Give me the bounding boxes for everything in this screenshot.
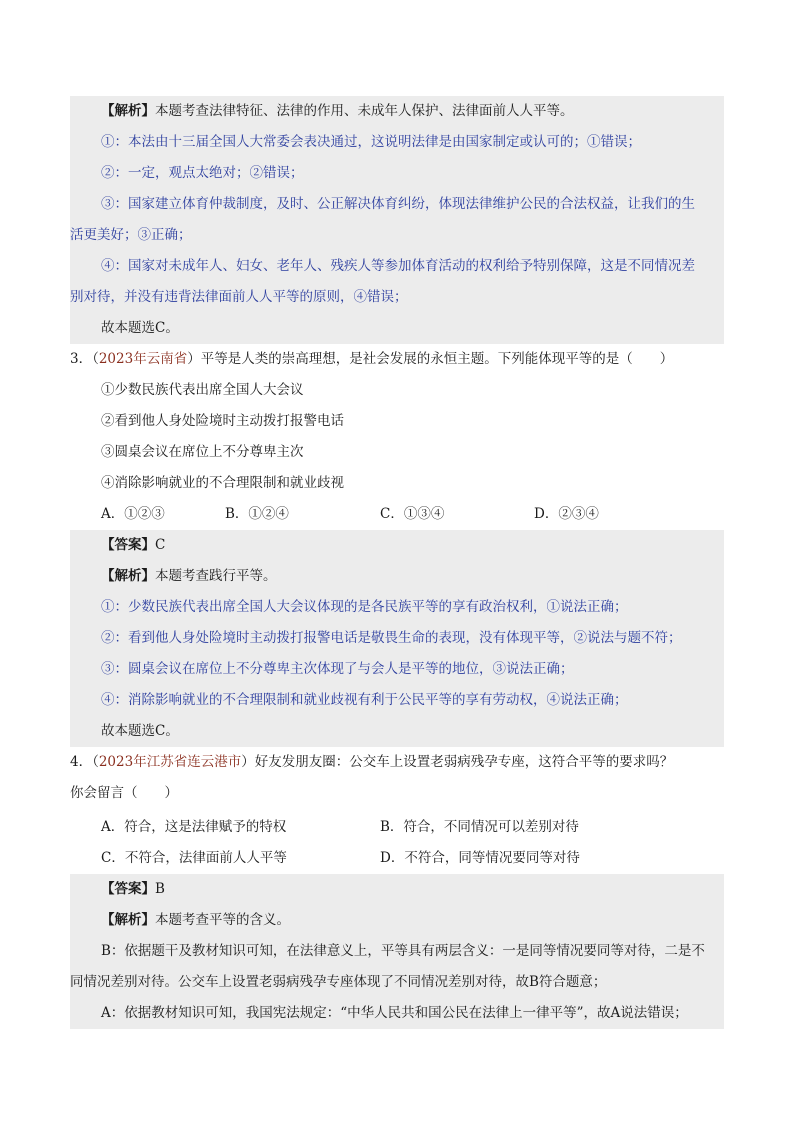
q3-item-2: ②看到他人身处险境时主动拨打报警电话: [101, 413, 344, 429]
q2-analysis-point-3a: ③：国家建立体育仲裁制度，及时、公正解决体育纠纷，体现法律维护公民的合法权益，让我们的生: [70, 189, 724, 220]
q3-stem-text: ）平等是人类的崇高理想，是社会发展的永恒主题。下列能体现平等的是（ ）: [187, 351, 674, 367]
q3-source: 2023年云南省: [98, 351, 188, 367]
q3-item-1: ①少数民族代表出席全国人大会议: [101, 382, 304, 398]
q3-analysis-point-2: ②：看到他人身处险境时主动拨打报警电话是敬畏生命的表现，没有体现平等，②说法与题不符；: [70, 623, 724, 654]
q2-analysis-point-1: ①：本法由十三届全国人大常委会表决通过，这说明法律是由国家制定或认可的；①错误；: [70, 127, 724, 158]
answer-value: C: [155, 537, 166, 553]
q4-option-a: A．符合，这是法律赋予的特权: [101, 819, 287, 835]
q4-analysis-point-b1: B：依据题干及教材知识可知，在法律意义上，平等具有两层含义：一是同等情况要同等对待，二是不: [70, 936, 724, 967]
q3-option-b: B．①②④: [225, 506, 289, 522]
q4-option-b: B．符合，不同情况可以差别对待: [380, 819, 579, 835]
q4-option-d: D．不符合，同等情况要同等对待: [380, 850, 580, 866]
q2-analysis-point-2: ②：一定，观点太绝对；②错误；: [70, 158, 724, 189]
q3-options: [70, 499, 724, 530]
answer-label: 【答案】: [101, 537, 155, 553]
q2-conclusion: 故本题选C。: [70, 313, 724, 344]
q3-answer: [70, 530, 724, 561]
q3-number: 3．（: [70, 351, 99, 367]
q3-option-d: D．②③④: [534, 506, 599, 522]
q4-analysis-point-b2: 同情况差别对待。公交车上设置老弱病残孕专座体现了不同情况差别对待，故B符合题意；: [70, 967, 724, 998]
analysis-label: 【解析】: [101, 103, 155, 119]
q4-analysis-point-a: A：依据教材知识可知，我国宪法规定：“中华人民共和国公民在法律上一律平等”，故A说法错误；: [70, 998, 724, 1029]
answer-value: B: [155, 881, 165, 897]
answer-label: 【答案】: [101, 881, 155, 897]
q3-analysis-point-1: ①：少数民族代表出席全国人大会议体现的是各民族平等的享有政治权利，①说法正确；: [70, 592, 724, 623]
analysis-label: 【解析】: [101, 912, 155, 928]
q3-option-c: C．①③④: [380, 506, 445, 522]
analysis-text: 本题考查法律特征、法律的作用、未成年人保护、法律面前人人平等。: [155, 103, 574, 119]
q4-options-row-2: [70, 843, 724, 874]
q2-analysis-line: [70, 96, 724, 127]
q3-analysis-point-4: ④：消除影响就业的不合理限制和就业歧视有利于公民平等的享有劳动权，④说法正确；: [70, 685, 724, 716]
q4-stem-text: ）好友发朋友圈：公交车上设置老弱病残孕专座，这符合平等的要求吗？: [241, 754, 674, 770]
q3-analysis: [70, 561, 724, 592]
analysis-text: 本题考查践行平等。: [155, 568, 277, 584]
q4-option-c: C．不符合，法律面前人人平等: [101, 850, 287, 866]
q3-item-3: ③圆桌会议在席位上不分尊卑主次: [101, 444, 304, 460]
q4-number: 4．（: [70, 754, 99, 770]
q4-analysis: [70, 905, 724, 936]
q3-conclusion: 故本题选C。: [70, 716, 724, 747]
q3-analysis-point-3: ③：圆桌会议在席位上不分尊卑主次体现了与会人是平等的地位，③说法正确；: [70, 654, 724, 685]
q4-stem: [70, 747, 724, 778]
q3-option-a: A．①②③: [101, 506, 165, 522]
q4-answer: [70, 874, 724, 905]
q4-source: 2023年江苏省连云港市: [98, 754, 242, 770]
analysis-label: 【解析】: [101, 568, 155, 584]
q2-analysis-point-4a: ④：国家对未成年人、妇女、老年人、残疾人等参加体育活动的权利给予特别保障，这是不同情况差: [70, 251, 724, 282]
q2-analysis-point-4b: 别对待，并没有违背法律面前人人平等的原则，④错误；: [70, 282, 724, 313]
q3-stem: [70, 344, 724, 375]
analysis-text: 本题考查平等的含义。: [155, 912, 290, 928]
q2-analysis-point-3b: 活更美好；③正确；: [70, 220, 724, 251]
q3-item-4: ④消除影响就业的不合理限制和就业歧视: [101, 475, 344, 491]
q4-options-row-1: [70, 812, 724, 843]
q4-stem-continued: 你会留言（ ）: [70, 785, 178, 801]
